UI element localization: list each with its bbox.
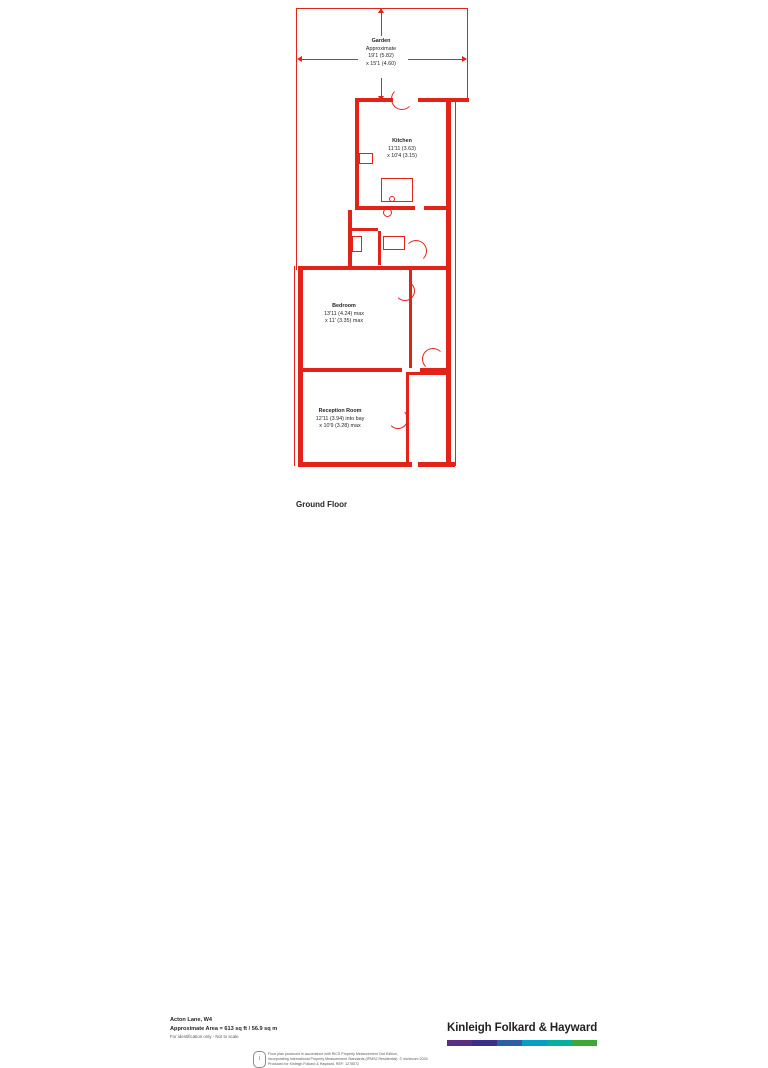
reception-wall-bottom <box>298 462 412 467</box>
bedroom-name: Bedroom <box>332 303 356 309</box>
arrow-right-head <box>462 56 467 62</box>
footer <box>0 498 768 1066</box>
disclaimer-line-2: incorporating International Property Measurement Standards (IPMS2 Residential). © nichecom 2025. <box>268 1057 429 1061</box>
brand-name: Kinleigh Folkard & Hayward <box>447 1022 598 1034</box>
room-label-kitchen <box>332 138 472 161</box>
reception-dim2: x 10'9 (3.28) max <box>319 423 361 430</box>
reception-name: Reception Room <box>318 408 362 414</box>
kitchen-wall-top-right <box>418 98 469 102</box>
area-line: Approximate Area = 613 sq ft / 56.9 sq m <box>170 1025 278 1032</box>
bedroom-wall-top <box>298 266 448 270</box>
disclaimer-line-1: Floor plan produced in accordance with RICS Property Measurement 2nd Edition, <box>268 1052 398 1056</box>
bathroom-door-swing <box>405 240 427 262</box>
hall-wall-top <box>409 372 447 375</box>
address-line: Acton Lane, W4 <box>170 1017 212 1023</box>
swatch-5 <box>547 1040 572 1046</box>
basin-fixture <box>383 208 392 217</box>
bath-fixture <box>352 236 362 252</box>
bedroom-dim2: x 11' (3.35) max <box>324 318 364 325</box>
wc-fixture <box>383 236 405 250</box>
swatch-1 <box>447 1040 472 1046</box>
address-block <box>170 1016 277 1042</box>
garden-dim2: x 15'1 (4.60) <box>366 60 396 67</box>
kitchen-counter-fixture <box>381 178 413 202</box>
arrow-left-head <box>297 56 302 62</box>
swatch-6 <box>572 1040 597 1046</box>
kitchen-door-swing <box>391 88 413 110</box>
disclaimer-line-3: Produced for Kinleigh Folkard & Hayward. REF: 1278072 <box>268 1062 360 1066</box>
reception-wall-right-inner-2 <box>406 428 409 466</box>
bedroom-dim1: 13'11 (4.24) max <box>324 310 364 317</box>
brand-swatches <box>447 1040 597 1046</box>
floor-title: Ground Floor <box>296 500 348 509</box>
kitchen-name: Kitchen <box>392 138 412 144</box>
bedroom-wall-bottom <box>302 368 402 372</box>
room-label-bedroom <box>274 303 414 326</box>
bathroom-wall-top <box>352 228 378 231</box>
bedroom-door-swing <box>395 281 415 301</box>
garden-dim1: 19'1 (5.82) <box>368 53 394 60</box>
garden-wall-right <box>467 8 468 100</box>
swatch-3 <box>497 1040 522 1046</box>
exterior-wall-left-outline <box>294 266 295 466</box>
garden-height-arrow <box>381 12 382 36</box>
garden-note: Approximate <box>365 45 397 52</box>
identification-line: For identification only - Not to scale <box>170 1034 239 1039</box>
reception-wall-bottom-2 <box>418 462 455 467</box>
room-label-garden <box>311 38 451 68</box>
floorplan-drawing <box>0 0 768 510</box>
kitchen-dim1: 11'11 (3.63) <box>388 145 416 152</box>
reception-dim1: 12'11 (3.94) into bay <box>315 415 365 422</box>
hall-door-swing <box>422 348 444 370</box>
garden-name: Garden <box>371 38 391 44</box>
garden-wall-left <box>296 8 297 270</box>
kitchen-wall-top-left <box>355 98 393 102</box>
kitchen-wall-bottom-2 <box>424 206 448 210</box>
swatch-4 <box>522 1040 547 1046</box>
swatch-2 <box>472 1040 497 1046</box>
kitchen-dim2: x 10'4 (3.15) <box>387 153 417 160</box>
disclaimer <box>268 1052 428 1067</box>
info-icon: i <box>253 1051 266 1068</box>
arrow-up-head <box>378 8 384 13</box>
bathroom-wall-vert <box>378 231 381 265</box>
room-label-reception <box>270 408 410 431</box>
kitchen-sink-icon <box>389 196 395 202</box>
